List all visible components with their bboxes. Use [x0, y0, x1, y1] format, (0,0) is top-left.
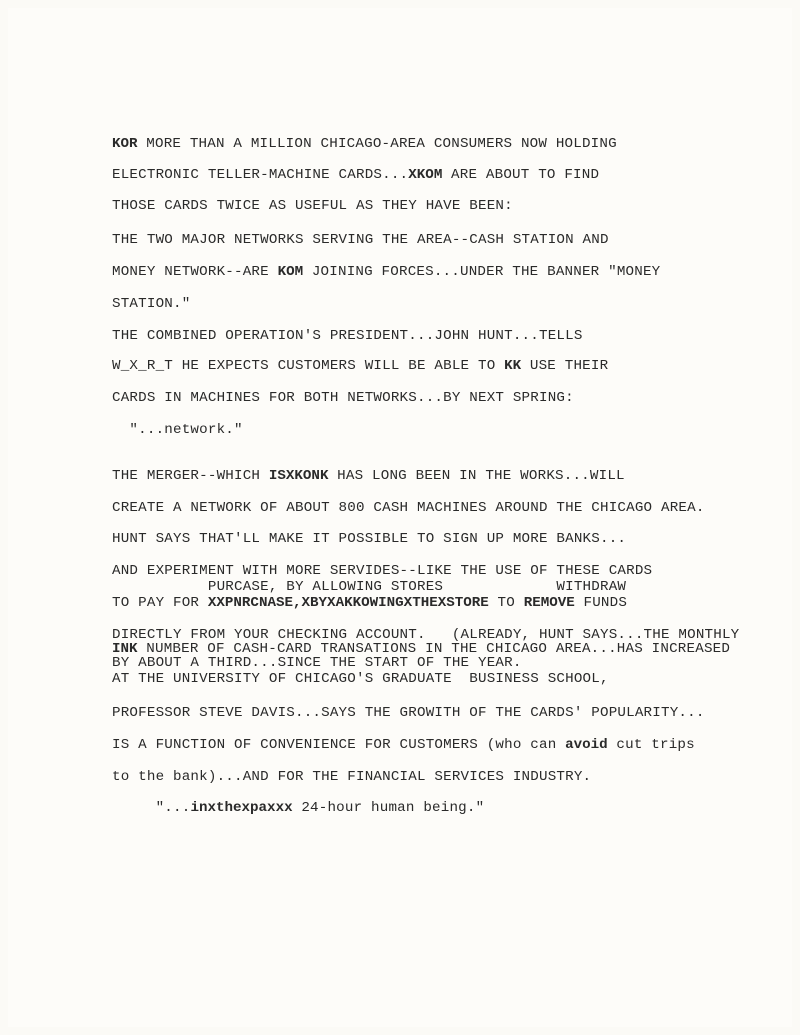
text-line: THOSE CARDS TWICE AS USEFUL AS THEY HAVE BEEN: [112, 198, 513, 214]
text-line: TO PAY FOR XXPNRCNASE,XBYXAKKOWINGXTHEXSTORE TO REMOVE FUNDS [112, 595, 628, 611]
struck-text: inxthexpaxxx [190, 800, 293, 816]
text-line: KOR MORE THAN A MILLION CHICAGO-AREA CONSUMERS NOW HOLDING [112, 136, 617, 152]
text-line: DIRECTLY FROM YOUR CHECKING ACCOUNT. (ALREADY, HUNT SAYS...THE MONTHLY [112, 627, 740, 643]
text-line: CARDS IN MACHINES FOR BOTH NETWORKS...BY NEXT SPRING: [112, 390, 574, 406]
text-line: W_X_R_T HE EXPECTS CUSTOMERS WILL BE ABLE TO KK USE THEIR [112, 358, 609, 374]
struck-text: INK [112, 641, 138, 657]
struck-text: KOM [277, 264, 304, 280]
text-line: THE MERGER--WHICH ISXKONK HAS LONG BEEN IN THE WORKS...WILL [112, 468, 625, 484]
struck-text: XKOM [408, 167, 443, 183]
struck-text: REMOVE [523, 595, 575, 611]
text-line: IS A FUNCTION OF CONVENIENCE FOR CUSTOMERS (who can avoid cut trips [112, 737, 695, 753]
text-line: STATION." [112, 296, 191, 312]
quote-line: "...network." [112, 422, 243, 438]
text-line: MONEY NETWORK--ARE KOM JOINING FORCES...UNDER THE BANNER "MONEY [112, 264, 661, 280]
text-line: THE COMBINED OPERATION'S PRESIDENT...JOHN HUNT...TELLS [112, 328, 583, 344]
struck-text: XXPNRCNASE,XBYXAKKOWINGXTHEXSTORE [207, 595, 489, 611]
struck-text: avoid [565, 737, 608, 753]
interlinear-correction: PURCASE, BY ALLOWING STORES WITHDRAW [112, 579, 627, 595]
text-line: INK NUMBER OF CASH-CARD TRANSATIONS IN THE CHICAGO AREA...HAS INCREASED [112, 641, 731, 657]
text-line: THE TWO MAJOR NETWORKS SERVING THE AREA--CASH STATION AND [112, 232, 609, 248]
struck-text: KOR [112, 136, 138, 152]
text-line: BY ABOUT A THIRD...SINCE THE START OF THE YEAR. [112, 655, 522, 671]
text-line: PROFESSOR STEVE DAVIS...SAYS THE GROWITH OF THE CARDS' POPULARITY... [112, 705, 705, 721]
quote-line: "...inxthexpaxxx 24-hour human being." [112, 800, 485, 816]
text-line: CREATE A NETWORK OF ABOUT 800 CASH MACHINES AROUND THE CHICAGO AREA. [112, 500, 705, 516]
text-line: to the bank)...AND FOR THE FINANCIAL SERVICES INDUSTRY. [112, 769, 592, 785]
struck-text: ISXKONK [268, 468, 329, 484]
struck-text: KK [504, 358, 522, 374]
text-line: AND EXPERIMENT WITH MORE SERVIDES--LIKE THE USE OF THESE CARDS [112, 563, 653, 579]
text-line: HUNT SAYS THAT'LL MAKE IT POSSIBLE TO SIGN UP MORE BANKS... [112, 531, 627, 547]
typed-page [8, 8, 792, 1027]
text-line: ELECTRONIC TELLER-MACHINE CARDS...XKOM ARE ABOUT TO FIND [112, 167, 600, 183]
text-line: AT THE UNIVERSITY OF CHICAGO'S GRADUATE BUSINESS SCHOOL, [112, 671, 609, 687]
